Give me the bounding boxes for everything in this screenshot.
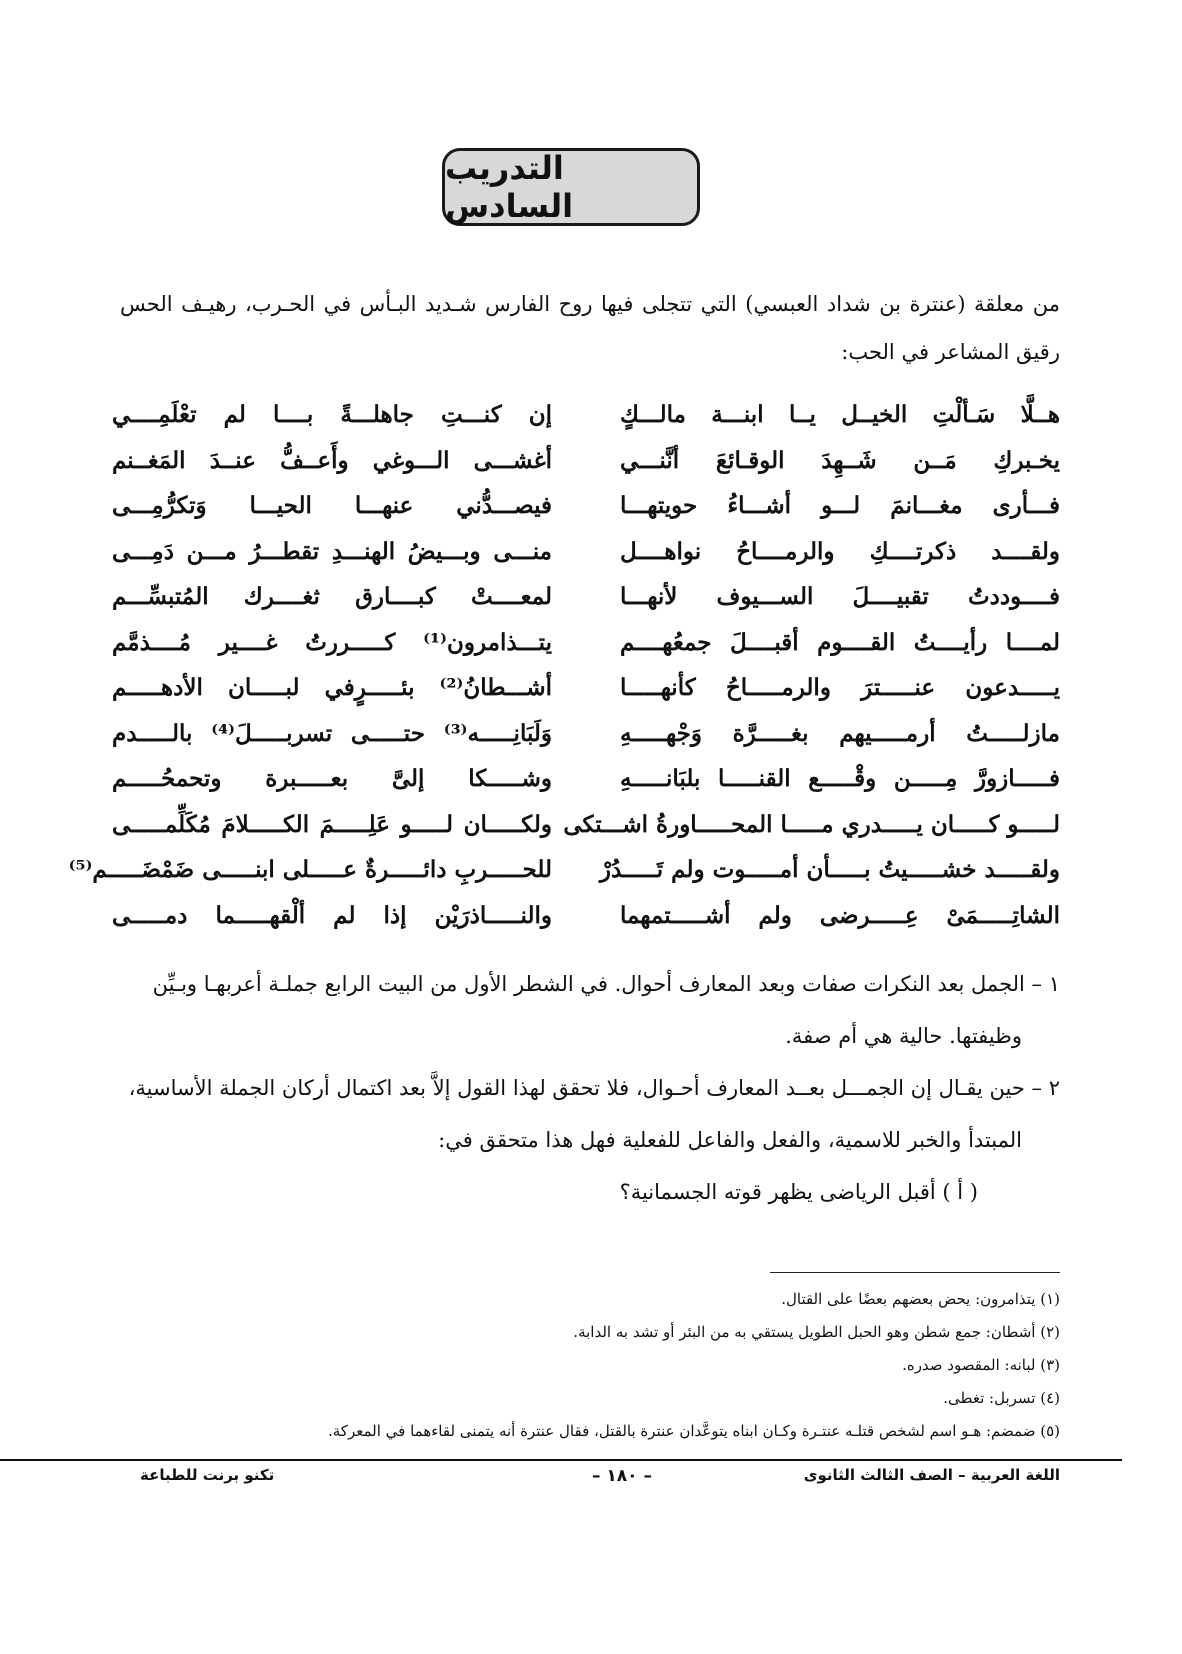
verse-second-hemistich: وَلَبَانِـــــه⁽³⁾ حتـــــى تسربـــــلَ⁽⁴⁾ بالـــــدم: [112, 719, 553, 747]
verse-second-hemistich: يتـــذامرون⁽¹⁾ كـــــررتُ غــــير مُــــذمَّم: [112, 628, 552, 656]
poem: [68, 392, 1060, 938]
verse: [112, 802, 1060, 848]
footnote: (٤) تسربل: تغطى.: [943, 1389, 1060, 1407]
page-footer: [112, 1466, 1060, 1496]
intro-paragraph: من معلقة (عنترة بن شداد العبسي) التي تتجلى فيها روح الفارس شـديد البـأس في الحـرب، رهيـف الحس رقيق المشاعر في الحب:: [120, 292, 1060, 364]
verse-second-hemistich: للحـــــربِ دائـــــرةٌ عـــــلى ابنـــــى ضَمْضَـــــم⁽⁵⁾: [68, 856, 552, 884]
verse-first-hemistich: يخـبركِ مَــن شَــهِدَ الوقـائعَ أنَّنـــي: [620, 446, 1060, 474]
question-2-line-1: ٢ – حين يقـال إن الجمـــل بعــد المعارف أحـوال، فلا تحقق لهذا القول إلاَّ بعد اكتمال أركان الجملة الأساسية،: [128, 1076, 1060, 1100]
verse: [112, 756, 1060, 802]
verse-second-hemistich: إن كنـــتِ جاهلـــةً بــــا لم تعْلَمِــــي: [112, 401, 552, 429]
footnote: (١) يتذامرون: يحض بعضهم بعضًا على القتال.: [781, 1290, 1060, 1308]
verse-second-hemistich: ولكـــــان لـــــو عَلِـــــمَ الكـــــلامَ مُكَلِّمـــــى: [112, 810, 552, 838]
verse-second-hemistich: فيصـــدُّني عنهـــا الحيـــا وَتكرُّمِـــى: [112, 492, 552, 520]
verse: [112, 574, 1060, 620]
question-1-line-2: وظيفتها. حالية هي أم صفة.: [785, 1024, 1022, 1048]
verse-second-hemistich: منـــى وبـــيضُ الهنـــدِ تقطـــرُ مـــن دَمِـــى: [112, 537, 552, 565]
verse: [112, 620, 1060, 666]
verse: [112, 483, 1060, 529]
verse-first-hemistich: لمــــا رأيــــتُ القــــوم أقبــــلَ جمعُهــــم: [620, 628, 1060, 656]
verse-first-hemistich: مازلـــــتُ أرمـــــيهم بغـــــرَّة وَجْهـــــهِ: [620, 719, 1060, 747]
verse: [112, 665, 1060, 711]
verse-first-hemistich: فـــأرى مغـــانمَ لـــو أشـــاءُ حويتهـــا: [620, 492, 1060, 520]
verse-second-hemistich: لمعــــتْ كبــــارق ثغــــرك المُتبسِّـــم: [112, 583, 552, 611]
verse: [112, 893, 1060, 939]
verse-second-hemistich: والنـــــاذرَيْن إذا لم ألْقهـــــما دمـــــى: [112, 901, 552, 929]
footnote-divider: [770, 1272, 1060, 1273]
verse: [112, 529, 1060, 575]
verse-first-hemistich: فــــوددتُ تقبيــــلَ الســـيوف لأنهـــا: [620, 583, 1060, 611]
exercise-title: التدريب السادس: [442, 148, 700, 226]
verse: [112, 438, 1060, 484]
verse-second-hemistich: أغشـــى الـــوغي وأَعــفُّ عنــدَ المَغــنم: [112, 446, 552, 474]
questions: [110, 958, 1060, 1218]
page-number: – ١٨٠ –: [592, 1466, 652, 1486]
verse-first-hemistich: ولقـــــد خشـــــيتُ بـــــأن أمـــــوت ولم تَـــــدُرْ: [599, 856, 1060, 884]
verse-first-hemistich: الشاتِـــــمَىْ عِـــــرضى ولم أشـــــتمهما: [620, 901, 1060, 929]
book-title: اللغة العربية – الصف الثالث الثانوى: [803, 1466, 1060, 1484]
footer-divider: [0, 1459, 1122, 1461]
footnote: (٢) أشطان: جمع شطن وهو الحبل الطويل يستقي به من البئر أو تشد به الدابة.: [573, 1323, 1060, 1341]
verse: [112, 392, 1060, 438]
verse: [68, 847, 1060, 893]
verse-first-hemistich: يـــــدعون عنـــــترَ والرمـــــاحُ كأنهـــــا: [620, 674, 1060, 702]
verse-first-hemistich: ولقــــد ذكرتــــكِ والرمــــاحُ نواهــــل: [620, 537, 1060, 565]
verse-first-hemistich: هــلَّا سَـألْتِ الخيــل يــا ابنـــة مالـــكٍ: [620, 401, 1060, 429]
verse: [112, 711, 1060, 757]
question-1-line-1: ١ – الجمل بعد النكرات صفات وبعد المعارف أحوال. في الشطر الأول من البيت الرابع جملـة أعربهـا وبـيِّن: [152, 972, 1060, 996]
footnote: (٣) لبانه: المقصود صدره.: [902, 1356, 1060, 1374]
footnotes: [160, 1283, 1060, 1448]
publisher: تكنو برنت للطباعة: [140, 1466, 275, 1484]
question-2a: ( أ ) أقبل الرياضى يظهر قوته الجسمانية؟: [619, 1180, 978, 1204]
footnote: (٥) ضمضم: هـو اسم لشخص قتلـه عنتـرة وكـان ابناه يتوعَّدان عنترة بالقتل، فقال عنترة أنه يتمنى لقاءهما في المعركة.: [328, 1422, 1060, 1440]
verse-second-hemistich: وشـــــكا إلىَّ بعـــــبرة وتحمحُـــــم: [112, 765, 552, 793]
verse-first-hemistich: لـــــو كـــــان يـــــدري مـــــا المحـــــاورةُ اشـــتكى: [563, 810, 1060, 838]
verse-first-hemistich: فـــــازورَّ مِـــــن وقْـــــع القنـــــا بلبَانـــــهِ: [620, 765, 1060, 793]
question-2-line-2: المبتدأ والخبر للاسمية، والفعل والفاعل للفعلية فهل هذا متحقق في:: [438, 1128, 1022, 1152]
verse-second-hemistich: أشـــطانُ⁽²⁾ بئـــــرٍفي لبـــــان الأدهـــــم: [112, 674, 552, 702]
